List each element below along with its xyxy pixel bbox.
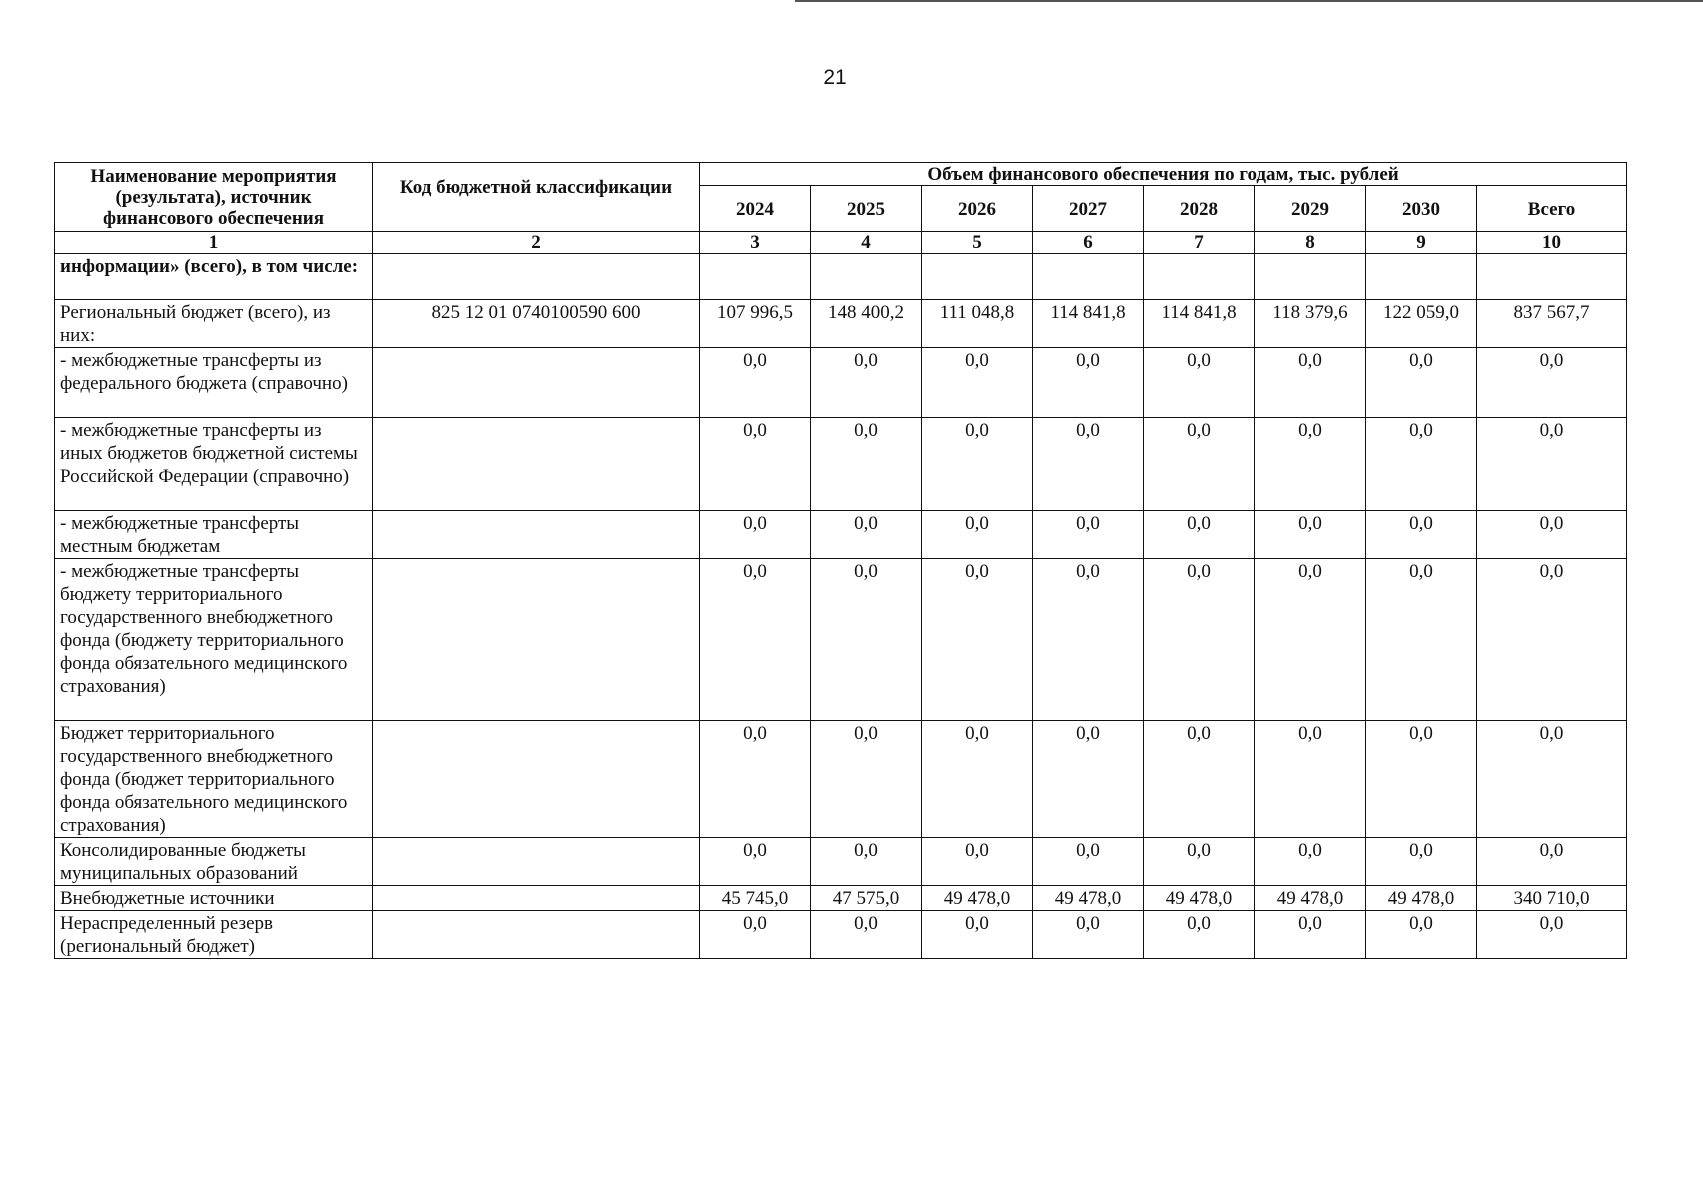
row-value: 0,0 (811, 559, 922, 721)
row-value: 49 478,0 (922, 886, 1033, 911)
row-code (373, 348, 700, 418)
column-number: 10 (1477, 232, 1627, 254)
header-year: 2025 (811, 186, 922, 232)
table-row (55, 418, 1627, 511)
row-value: 0,0 (811, 418, 922, 511)
row-value: 0,0 (1255, 721, 1366, 838)
row-value: 0,0 (922, 511, 1033, 559)
header-volume-group: Объем финансового обеспечения по годам, тыс. рублей (700, 163, 1627, 186)
row-value: 837 567,7 (1477, 300, 1627, 348)
row-value: 114 841,8 (1144, 300, 1255, 348)
row-value (1144, 254, 1255, 300)
row-value (1033, 254, 1144, 300)
header-year: 2027 (1033, 186, 1144, 232)
row-value: 0,0 (922, 559, 1033, 721)
row-value: 0,0 (1144, 418, 1255, 511)
row-value: 0,0 (1366, 911, 1477, 959)
row-value: 0,0 (1144, 348, 1255, 418)
row-value: 47 575,0 (811, 886, 922, 911)
row-value: 0,0 (1366, 511, 1477, 559)
row-code: 825 12 01 0740100590 600 (373, 300, 700, 348)
row-code (373, 559, 700, 721)
row-value: 0,0 (1366, 559, 1477, 721)
row-value: 0,0 (700, 911, 811, 959)
row-name: Региональный бюджет (всего), из них: (55, 300, 373, 348)
row-value: 0,0 (811, 721, 922, 838)
column-number: 9 (1366, 232, 1477, 254)
row-value: 0,0 (1477, 721, 1627, 838)
row-value: 0,0 (700, 511, 811, 559)
row-value: 45 745,0 (700, 886, 811, 911)
row-value: 0,0 (1144, 911, 1255, 959)
row-value: 0,0 (1477, 511, 1627, 559)
row-value: 0,0 (1255, 348, 1366, 418)
column-number: 1 (55, 232, 373, 254)
row-value: 0,0 (1033, 721, 1144, 838)
row-value: 0,0 (1033, 511, 1144, 559)
table-row (55, 300, 1627, 348)
header-total: Всего (1477, 186, 1627, 232)
row-value: 0,0 (922, 838, 1033, 886)
row-value: 0,0 (1477, 348, 1627, 418)
header-year: 2030 (1366, 186, 1477, 232)
row-value: 0,0 (1255, 911, 1366, 959)
row-code (373, 721, 700, 838)
row-value: 0,0 (1033, 559, 1144, 721)
table-row (55, 886, 1627, 911)
row-value: 0,0 (700, 348, 811, 418)
header-code-column: Код бюджетной классификации (373, 163, 700, 232)
row-value: 0,0 (700, 418, 811, 511)
row-value: 0,0 (1144, 559, 1255, 721)
row-name: - межбюджетные трансферты бюджету территориального государственного внебюджетного фонда (бюджету территориального фонда обязательного медицинского страхования) (55, 559, 373, 721)
top-edge-rule (795, 0, 1703, 2)
row-value: 0,0 (1477, 418, 1627, 511)
row-value: 49 478,0 (1366, 886, 1477, 911)
row-value: 0,0 (1033, 911, 1144, 959)
row-value: 0,0 (811, 348, 922, 418)
row-name: Бюджет территориального государственного внебюджетного фонда (бюджет территориального фонда обязательного медицинского страхования) (55, 721, 373, 838)
row-value: 107 996,5 (700, 300, 811, 348)
row-value: 0,0 (1477, 559, 1627, 721)
table-row (55, 254, 1627, 300)
row-value (1477, 254, 1627, 300)
table-row (55, 838, 1627, 886)
row-value: 0,0 (1366, 418, 1477, 511)
table-row (55, 721, 1627, 838)
row-name: - межбюджетные трансферты местным бюджетам (55, 511, 373, 559)
row-value: 0,0 (811, 511, 922, 559)
row-code (373, 418, 700, 511)
column-number: 5 (922, 232, 1033, 254)
row-value: 0,0 (922, 418, 1033, 511)
row-value: 0,0 (1033, 838, 1144, 886)
row-value: 49 478,0 (1255, 886, 1366, 911)
row-value: 114 841,8 (1033, 300, 1144, 348)
row-value: 0,0 (1255, 418, 1366, 511)
header-year: 2028 (1144, 186, 1255, 232)
row-name: Нераспределенный резерв (региональный бюджет) (55, 911, 373, 959)
row-value: 0,0 (922, 348, 1033, 418)
row-value: 0,0 (700, 721, 811, 838)
row-value: 49 478,0 (1033, 886, 1144, 911)
row-value: 340 710,0 (1477, 886, 1627, 911)
row-value: 0,0 (811, 838, 922, 886)
row-value: 148 400,2 (811, 300, 922, 348)
column-number: 4 (811, 232, 922, 254)
column-number: 7 (1144, 232, 1255, 254)
row-name: - межбюджетные трансферты из федерального бюджета (справочно) (55, 348, 373, 418)
row-code (373, 886, 700, 911)
column-number: 2 (373, 232, 700, 254)
row-code (373, 838, 700, 886)
row-code (373, 911, 700, 959)
row-value: 0,0 (700, 559, 811, 721)
column-numbers-row (55, 232, 1627, 254)
row-value: 0,0 (1366, 721, 1477, 838)
row-value (811, 254, 922, 300)
row-code (373, 511, 700, 559)
row-name: информации» (всего), в том числе: (55, 254, 373, 300)
row-value: 0,0 (700, 838, 811, 886)
row-value (700, 254, 811, 300)
row-value: 0,0 (811, 911, 922, 959)
row-value: 0,0 (1477, 911, 1627, 959)
row-value: 0,0 (1144, 721, 1255, 838)
row-value: 0,0 (922, 721, 1033, 838)
row-value: 0,0 (1144, 511, 1255, 559)
row-value: 0,0 (1366, 348, 1477, 418)
budget-table (54, 162, 1627, 959)
row-name: Консолидированные бюджеты муниципальных образований (55, 838, 373, 886)
header-name-column: Наименование мероприятия (результата), источник финансового обеспечения (55, 163, 373, 232)
column-number: 8 (1255, 232, 1366, 254)
row-value (922, 254, 1033, 300)
row-value: 111 048,8 (922, 300, 1033, 348)
row-value: 0,0 (1033, 418, 1144, 511)
row-value (1255, 254, 1366, 300)
row-value: 0,0 (1255, 838, 1366, 886)
row-value: 118 379,6 (1255, 300, 1366, 348)
header-year: 2024 (700, 186, 811, 232)
row-name: Внебюджетные источники (55, 886, 373, 911)
page-number: 21 (823, 66, 847, 89)
row-value (1366, 254, 1477, 300)
row-value: 0,0 (1366, 838, 1477, 886)
header-year: 2029 (1255, 186, 1366, 232)
row-code (373, 254, 700, 300)
row-value: 0,0 (1144, 838, 1255, 886)
row-value: 49 478,0 (1144, 886, 1255, 911)
table-row (55, 911, 1627, 959)
table-row (55, 511, 1627, 559)
header-year: 2026 (922, 186, 1033, 232)
row-value: 0,0 (922, 911, 1033, 959)
column-number: 3 (700, 232, 811, 254)
table-row (55, 348, 1627, 418)
row-value: 0,0 (1255, 559, 1366, 721)
column-number: 6 (1033, 232, 1144, 254)
row-value: 0,0 (1255, 511, 1366, 559)
table-row (55, 559, 1627, 721)
row-name: - межбюджетные трансферты из иных бюджетов бюджетной системы Российской Федерации (справочно) (55, 418, 373, 511)
row-value: 0,0 (1477, 838, 1627, 886)
row-value: 122 059,0 (1366, 300, 1477, 348)
row-value: 0,0 (1033, 348, 1144, 418)
